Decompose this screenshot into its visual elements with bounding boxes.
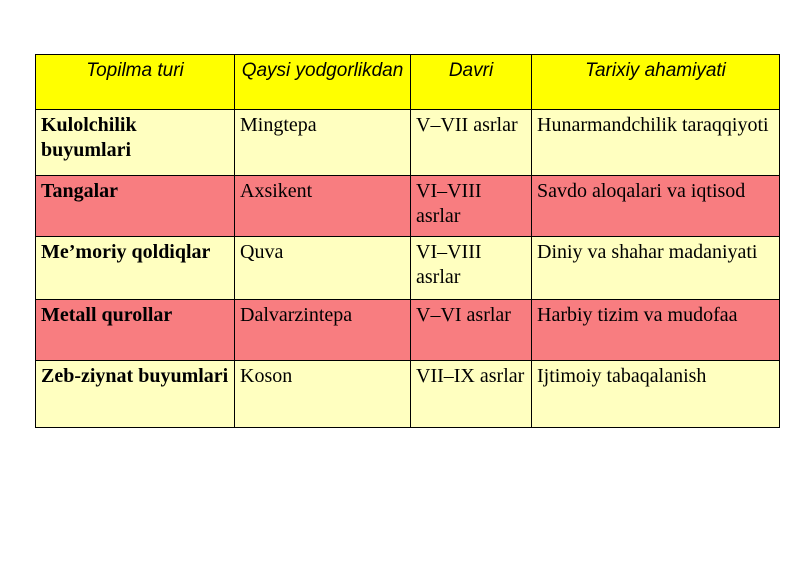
table-row: [36, 176, 780, 237]
cell-period: VI–VIII asrlar: [411, 237, 532, 300]
header-significance: Tarixiy ahamiyati: [532, 55, 780, 110]
table-row: [36, 237, 780, 300]
header-period: Davri: [411, 55, 532, 110]
cell-find-type: Zeb-ziynat buyumlari: [36, 361, 235, 428]
header-find-type: Topilma turi: [36, 55, 235, 110]
cell-site: Quva: [235, 237, 411, 300]
cell-period: V–VII asrlar: [411, 110, 532, 176]
cell-find-type: Metall qurollar: [36, 300, 235, 361]
cell-period: VII–IX asrlar: [411, 361, 532, 428]
table-header-row: [36, 55, 780, 110]
cell-significance: Savdo aloqalari va iqtisod: [532, 176, 780, 237]
artifacts-table-container: [35, 54, 779, 428]
cell-site: Axsikent: [235, 176, 411, 237]
table-row: [36, 110, 780, 176]
cell-find-type: Tangalar: [36, 176, 235, 237]
cell-significance: Ijtimoiy tabaqalanish: [532, 361, 780, 428]
cell-site: Koson: [235, 361, 411, 428]
cell-period: VI–VIII asrlar: [411, 176, 532, 237]
table-row: [36, 300, 780, 361]
cell-significance: Harbiy tizim va mudofaa: [532, 300, 780, 361]
cell-find-type: Kulolchilik buyumlari: [36, 110, 235, 176]
cell-period: V–VI asrlar: [411, 300, 532, 361]
header-site: Qaysi yodgorlikdan: [235, 55, 411, 110]
cell-site: Mingtepa: [235, 110, 411, 176]
cell-find-type: Me’moriy qoldiqlar: [36, 237, 235, 300]
cell-site: Dalvarzintepa: [235, 300, 411, 361]
artifacts-table: [35, 54, 780, 428]
cell-significance: Hunarmandchilik taraqqiyoti: [532, 110, 780, 176]
cell-significance: Diniy va shahar madaniyati: [532, 237, 780, 300]
table-row: [36, 361, 780, 428]
